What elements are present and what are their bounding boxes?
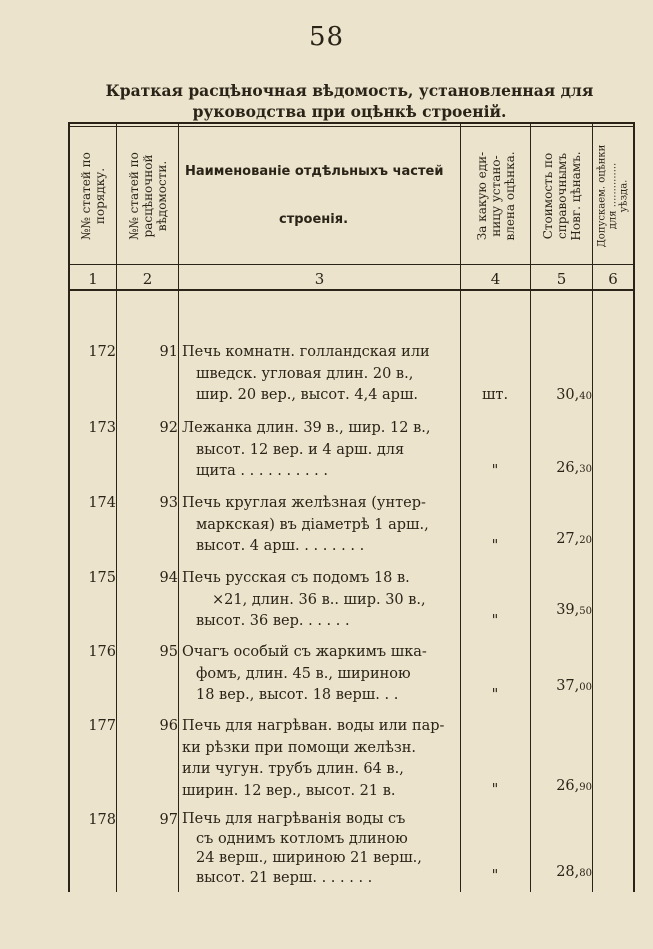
unit: ": [491, 782, 499, 798]
row-number: 174: [88, 495, 116, 511]
table-top-rule: [70, 122, 633, 124]
item-description: Печь круглая желѣзная (унтер- маркская) въ діаметрѣ 1 арш., высот. 4 арш. . . . . . . .: [182, 495, 429, 554]
ref-number: 97: [159, 812, 178, 828]
ref-number: 92: [159, 420, 178, 436]
unit: ": [491, 538, 499, 554]
header-col6: Допускаем. оцѣнки для .............. уѣзда.: [596, 144, 630, 248]
price: 37,00: [556, 678, 592, 694]
column-number-1: 1: [88, 270, 98, 288]
header-col3: Наименованіе отдѣльныхъ частей строенія.: [185, 164, 444, 227]
price: 26,90: [556, 778, 592, 794]
price: 28,80: [556, 864, 592, 880]
unit: ": [491, 463, 499, 479]
item-description: Очагъ особый съ жаркимъ шка- фомъ, длин. 45 в., шириною 18 вер., высот. 18 верш. . .: [182, 644, 427, 703]
table-top-rule-thin: [70, 126, 633, 127]
row-number: 178: [88, 812, 116, 828]
price: 39,50: [556, 602, 592, 618]
column-number-2: 2: [142, 270, 153, 288]
column-number-3: 3: [314, 270, 325, 288]
ref-number: 95: [159, 644, 178, 660]
unit: ": [491, 613, 499, 629]
unit: шт.: [481, 387, 509, 403]
estimate-table: [68, 122, 635, 892]
header-col4: За какую еди- ницу устано- влена оцѣнка.: [474, 151, 517, 241]
ref-number: 96: [159, 718, 178, 734]
price: 26,30: [556, 460, 592, 476]
page-title: Краткая расцѣночная вѣдомость, установленная для руководства при оцѣнкѣ строеній.: [105, 81, 594, 121]
page-number: 58: [308, 22, 345, 52]
row-number: 175: [88, 570, 116, 586]
row-number: 172: [88, 344, 116, 360]
column-number-5: 5: [556, 270, 567, 288]
unit: ": [491, 868, 499, 884]
column-number-6: 6: [608, 270, 618, 288]
ref-number: 93: [159, 495, 178, 511]
row-number: 176: [88, 644, 116, 660]
row-number: 177: [88, 718, 116, 734]
header-col5: Стоимость по справочнымъ Новг. цѣнамъ.: [540, 151, 583, 241]
item-description: Лежанка длин. 39 в., шир. 12 в., высот. 12 вер. и 4 арш. для щита . . . . . . . . . .: [182, 420, 431, 479]
header-col2: №№ статей по расцѣночной вѣдомости.: [126, 152, 169, 240]
header-col1: №№ статей по порядку.: [79, 152, 107, 240]
column-number-4: 4: [490, 270, 501, 288]
row-number: 173: [88, 420, 116, 436]
unit: ": [491, 687, 499, 703]
colnum-bottom-rule: [70, 289, 633, 291]
item-description: Печь для нагрѣванія воды съ съ однимъ котломъ длиною 24 верш., шириною 21 верш., высот. 21 верш. . . . . . .: [182, 811, 422, 886]
price: 27,20: [556, 531, 592, 547]
header-bottom-rule: [70, 264, 633, 265]
ref-number: 94: [159, 570, 178, 586]
ref-number: 91: [159, 344, 178, 360]
item-description: Печь для нагрѣван. воды или пар- ки рѣзки при помощи желѣзн. или чугун. трубъ длин. 64 в., ширин. 12 вер., высот. 21 в.: [182, 718, 445, 799]
item-description: Печь русская съ подомъ 18 в. ×21, длин. 36 в.. шир. 30 в., высот. 36 вер. . . . . .: [182, 570, 426, 629]
item-description: Печь комнатн. голландская или шведск. угловая длин. 20 в., шир. 20 вер., высот. 4,4 арш.: [182, 344, 430, 403]
price: 30,40: [556, 387, 592, 403]
